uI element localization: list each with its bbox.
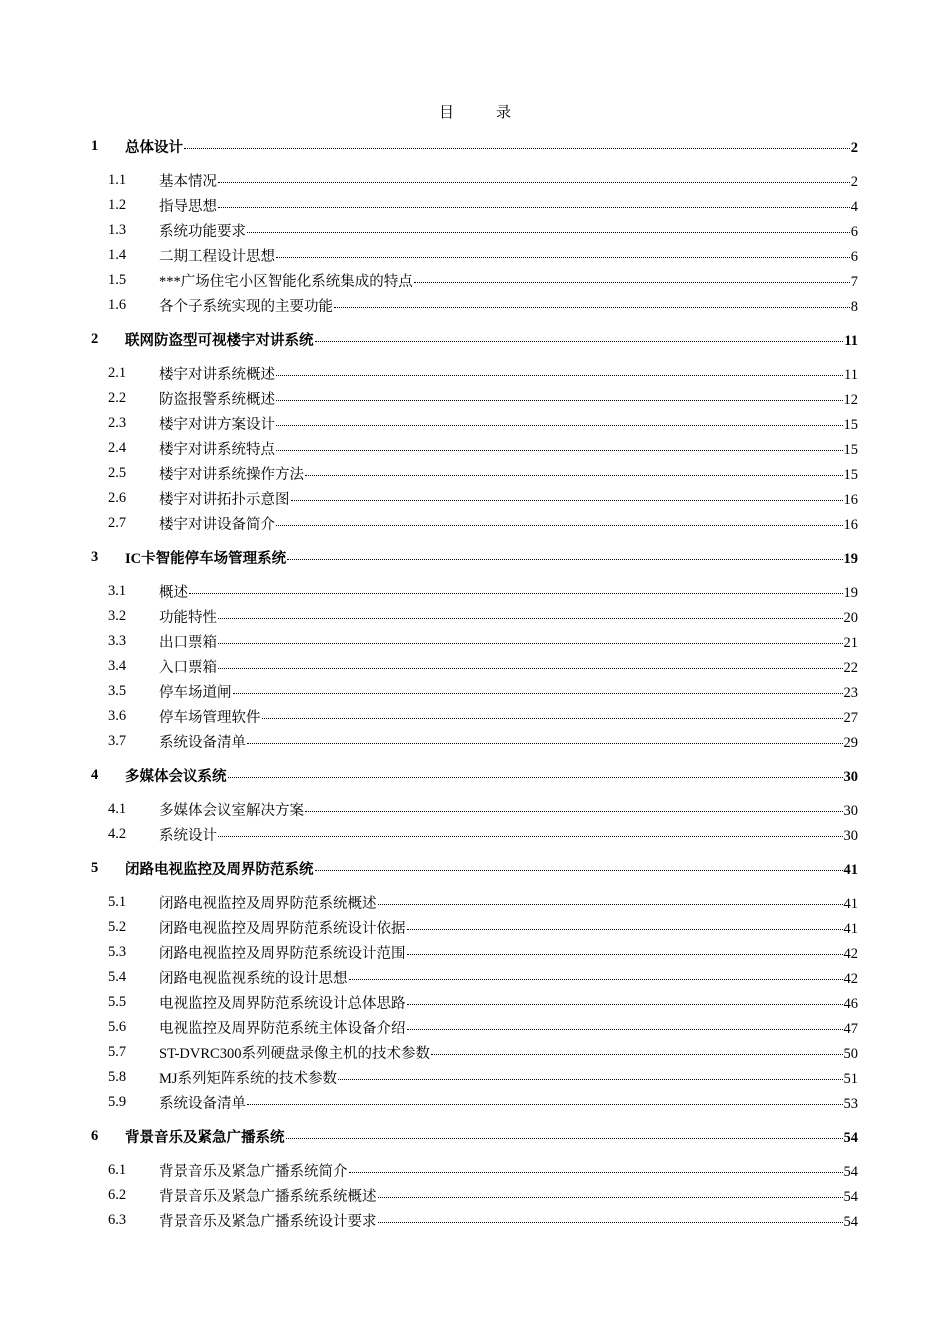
toc-dot-leader <box>378 1221 843 1223</box>
toc-entry-title: 系统设备清单 <box>159 735 246 751</box>
toc-entry-title: 楼宇对讲设备简介 <box>159 517 275 533</box>
toc-entry-number: 3.3 <box>108 633 127 649</box>
toc-dot-leader <box>305 810 843 812</box>
toc-dot-leader <box>276 424 843 426</box>
toc-entry-number: 3.5 <box>108 683 127 699</box>
toc-entry-page-number: 2 <box>850 174 858 190</box>
toc-entry-page-number: 16 <box>843 517 858 533</box>
toc-entry-leader-line <box>159 1092 858 1113</box>
toc-entry-number: 1.1 <box>108 172 127 188</box>
toc-entry-number: 2.1 <box>108 365 127 381</box>
toc-entry-number: 5.3 <box>108 944 127 960</box>
toc-entry-leader-line <box>159 245 858 266</box>
toc-entry-title: 功能特性 <box>159 610 217 626</box>
toc-entry-page-number: 29 <box>843 735 858 751</box>
toc-dot-leader <box>305 474 843 476</box>
toc-entry-number: 2.7 <box>108 515 127 531</box>
toc-entry-page-number: 7 <box>850 274 858 290</box>
toc-entry-title: 背景音乐及紧急广播系统简介 <box>159 1164 348 1180</box>
toc-entry-page-number: 12 <box>843 392 858 408</box>
toc-section-entry[interactable] <box>0 1040 950 1065</box>
toc-entry-title: 背景音乐及紧急广播系统 <box>125 1130 285 1146</box>
toc-entry-number: 2.4 <box>108 440 127 456</box>
toc-entry-title: 背景音乐及紧急广播系统设计要求 <box>159 1214 377 1230</box>
toc-section-entry[interactable] <box>0 704 950 729</box>
toc-section-entry[interactable] <box>0 436 950 461</box>
toc-section-entry[interactable] <box>0 822 950 847</box>
toc-entry-leader-line <box>159 388 858 409</box>
toc-entry-page-number: 54 <box>843 1164 858 1180</box>
toc-entry-page-number: 6 <box>850 249 858 265</box>
toc-section-entry[interactable] <box>0 1065 950 1090</box>
toc-entry-title: 入口票箱 <box>159 660 217 676</box>
toc-entry-page-number: 54 <box>843 1189 858 1205</box>
toc-entry-page-number: 27 <box>843 710 858 726</box>
toc-entry-leader-line <box>159 438 858 459</box>
toc-section-entry[interactable] <box>0 386 950 411</box>
toc-entry-leader-line <box>159 799 858 820</box>
toc-entry-leader-line <box>125 1126 858 1147</box>
toc-dot-leader <box>262 717 843 719</box>
toc-chapter-entry[interactable] <box>0 763 950 788</box>
toc-entry-number: 2.3 <box>108 415 127 431</box>
toc-entry-leader-line <box>159 1042 858 1063</box>
toc-heading-left: 目 <box>438 105 454 121</box>
toc-dot-leader <box>315 340 844 342</box>
toc-section-entry[interactable] <box>0 629 950 654</box>
toc-entry-leader-line <box>125 329 858 350</box>
toc-chapter-entry[interactable] <box>0 1124 950 1149</box>
toc-entry-number: 6.2 <box>108 1187 127 1203</box>
toc-entry-leader-line <box>159 513 858 534</box>
toc-entry-title: 楼宇对讲系统操作方法 <box>159 467 304 483</box>
toc-entry-number: 5.4 <box>108 969 127 985</box>
toc-entry-page-number: 2 <box>850 140 858 156</box>
toc-entry-number: 1.5 <box>108 272 127 288</box>
toc-entry-number: 2.5 <box>108 465 127 481</box>
toc-entry-leader-line <box>159 488 858 509</box>
toc-section-entry[interactable] <box>0 1208 950 1233</box>
toc-entry-title: 闭路电视监控及周界防范系统 <box>125 862 314 878</box>
toc-section-entry[interactable] <box>0 890 950 915</box>
toc-dot-leader <box>276 256 850 258</box>
toc-dot-leader <box>414 281 850 283</box>
toc-entry-title: 停车场道闸 <box>159 685 232 701</box>
toc-entry-page-number: 21 <box>843 635 858 651</box>
toc-entry-title: 概述 <box>159 585 188 601</box>
toc-entry-title: 闭路电视监控及周界防范系统设计范围 <box>159 946 406 962</box>
toc-entry-number: 3.1 <box>108 583 127 599</box>
toc-chapter-entry[interactable] <box>0 134 950 159</box>
toc-dot-leader <box>218 835 843 837</box>
toc-entry-leader-line <box>125 858 858 879</box>
toc-dot-leader <box>184 147 850 149</box>
toc-entry-leader-line <box>159 681 858 702</box>
toc-entry-page-number: 30 <box>843 803 858 819</box>
toc-entry-title: IC卡智能停车场管理系统 <box>125 551 287 567</box>
toc-entry-title: 楼宇对讲方案设计 <box>159 417 275 433</box>
toc-entry-number: 2.6 <box>108 490 127 506</box>
toc-entry-title: MJ系列矩阵系统的技术参数 <box>159 1071 338 1087</box>
toc-dot-leader <box>286 1137 843 1139</box>
toc-section-entry[interactable] <box>0 940 950 965</box>
toc-section-entry[interactable] <box>0 729 950 754</box>
toc-dot-leader <box>407 1003 843 1005</box>
toc-section-entry[interactable] <box>0 990 950 1015</box>
toc-entry-title: 总体设计 <box>125 140 183 156</box>
toc-entry-leader-line <box>159 363 858 384</box>
toc-section-entry[interactable] <box>0 193 950 218</box>
toc-entry-number: 3.7 <box>108 733 127 749</box>
toc-entry-leader-line <box>125 765 858 786</box>
toc-entry-page-number: 42 <box>843 971 858 987</box>
toc-section-entry[interactable] <box>0 361 950 386</box>
toc-entry-title: 出口票箱 <box>159 635 217 651</box>
toc-entry-title: ST-DVRC300系列硬盘录像主机的技术参数 <box>159 1046 430 1062</box>
toc-section-entry[interactable] <box>0 1090 950 1115</box>
toc-section-entry[interactable] <box>0 579 950 604</box>
toc-dot-leader <box>189 592 843 594</box>
toc-entry-leader-line <box>159 967 858 988</box>
toc-entry-leader-line <box>159 917 858 938</box>
toc-entry-title: 二期工程设计思想 <box>159 249 275 265</box>
toc-entry-page-number: 41 <box>843 921 858 937</box>
toc-dot-leader <box>276 524 843 526</box>
toc-section-entry[interactable] <box>0 965 950 990</box>
toc-chapter-entry[interactable] <box>0 545 950 570</box>
toc-entry-page-number: 47 <box>843 1021 858 1037</box>
toc-entry-title: 背景音乐及紧急广播系统系统概述 <box>159 1189 377 1205</box>
toc-entry-title: 防盗报警系统概述 <box>159 392 275 408</box>
toc-entry-leader-line <box>159 824 858 845</box>
toc-entry-page-number: 8 <box>850 299 858 315</box>
toc-dot-leader <box>228 776 843 778</box>
toc-entry-title: 电视监控及周界防范系统主体设备介绍 <box>159 1021 406 1037</box>
toc-dot-leader <box>349 1171 843 1173</box>
toc-entry-page-number: 30 <box>843 769 858 785</box>
toc-entry-page-number: 15 <box>843 442 858 458</box>
toc-entry-page-number: 11 <box>844 367 858 383</box>
toc-section-entry[interactable] <box>0 511 950 536</box>
toc-entry-title: 楼宇对讲拓扑示意图 <box>159 492 290 508</box>
toc-entry-number: 1.4 <box>108 247 127 263</box>
toc-entry-number: 1.6 <box>108 297 127 313</box>
toc-dot-leader <box>218 206 850 208</box>
toc-section-entry[interactable] <box>0 1158 950 1183</box>
toc-dot-leader <box>218 667 843 669</box>
toc-entry-title: 电视监控及周界防范系统设计总体思路 <box>159 996 406 1012</box>
toc-dot-leader <box>218 642 843 644</box>
toc-entry-leader-line <box>159 1160 858 1181</box>
toc-entry-title: 指导思想 <box>159 199 217 215</box>
toc-entry-page-number: 51 <box>843 1071 858 1087</box>
toc-dot-leader <box>233 692 843 694</box>
toc-entry-title: 多媒体会议室解决方案 <box>159 803 304 819</box>
toc-section-entry[interactable] <box>0 915 950 940</box>
toc-dot-leader <box>334 306 850 308</box>
toc-entry-number: 5.8 <box>108 1069 127 1085</box>
toc-section-entry[interactable] <box>0 654 950 679</box>
toc-entry-number: 5.9 <box>108 1094 127 1110</box>
toc-entry-page-number: 53 <box>843 1096 858 1112</box>
toc-entry-title: 闭路电视监视系统的设计思想 <box>159 971 348 987</box>
toc-entry-leader-line <box>125 547 858 568</box>
toc-entry-page-number: 41 <box>843 896 858 912</box>
toc-dot-leader <box>291 499 843 501</box>
toc-section-entry[interactable] <box>0 461 950 486</box>
toc-section-entry[interactable] <box>0 797 950 822</box>
toc-entry-number: 1.3 <box>108 222 127 238</box>
toc-heading-right: 录 <box>496 105 512 121</box>
toc-section-entry[interactable] <box>0 268 950 293</box>
toc-entry-title: 停车场管理软件 <box>159 710 261 726</box>
toc-entry-leader-line <box>125 136 858 157</box>
toc-entry-leader-line <box>159 195 858 216</box>
toc-entry-leader-line <box>159 413 858 434</box>
toc-section-entry[interactable] <box>0 243 950 268</box>
toc-entry-page-number: 19 <box>843 551 858 567</box>
toc-entry-number: 4.1 <box>108 801 127 817</box>
toc-entry-leader-line <box>159 581 858 602</box>
toc-entry-number: 5.5 <box>108 994 127 1010</box>
toc-entry-number: 3 <box>91 549 99 565</box>
toc-dot-leader <box>276 449 843 451</box>
toc-entry-title: 联网防盗型可视楼宇对讲系统 <box>125 333 314 349</box>
toc-section-entry[interactable] <box>0 604 950 629</box>
toc-entry-leader-line <box>159 892 858 913</box>
toc-section-entry[interactable] <box>0 486 950 511</box>
toc-entry-page-number: 16 <box>843 492 858 508</box>
toc-entry-title: 闭路电视监控及周界防范系统概述 <box>159 896 377 912</box>
toc-entry-number: 4.2 <box>108 826 127 842</box>
toc-entry-page-number: 41 <box>843 862 858 878</box>
toc-entry-page-number: 54 <box>843 1130 858 1146</box>
toc-entry-page-number: 15 <box>843 417 858 433</box>
toc-entry-title: 系统功能要求 <box>159 224 246 240</box>
toc-entry-number: 3.2 <box>108 608 127 624</box>
toc-entry-leader-line <box>159 656 858 677</box>
toc-entry-title: 闭路电视监控及周界防范系统设计依据 <box>159 921 406 937</box>
toc-entry-number: 6.1 <box>108 1162 127 1178</box>
toc-entry-title: 楼宇对讲系统特点 <box>159 442 275 458</box>
toc-entry-page-number: 6 <box>850 224 858 240</box>
toc-entry-number: 2.2 <box>108 390 127 406</box>
toc-entry-title: 多媒体会议系统 <box>125 769 227 785</box>
toc-section-entry[interactable] <box>0 411 950 436</box>
toc-section-entry[interactable] <box>0 1015 950 1040</box>
toc-entry-title: 各个子系统实现的主要功能 <box>159 299 333 315</box>
toc-dot-leader <box>378 1196 843 1198</box>
toc-entry-leader-line <box>159 992 858 1013</box>
toc-entry-page-number: 19 <box>843 585 858 601</box>
toc-entry-page-number: 30 <box>843 828 858 844</box>
toc-entry-number: 5.1 <box>108 894 127 910</box>
toc-heading <box>0 101 950 122</box>
toc-entry-leader-line <box>159 295 858 316</box>
toc-entry-title: 系统设计 <box>159 828 217 844</box>
toc-entry-number: 1 <box>91 138 99 154</box>
toc-section-entry[interactable] <box>0 293 950 318</box>
toc-entry-number: 3.6 <box>108 708 127 724</box>
toc-entry-number: 6.3 <box>108 1212 127 1228</box>
toc-entry-number: 6 <box>91 1128 99 1144</box>
toc-entry-leader-line <box>159 1185 858 1206</box>
toc-entry-page-number: 4 <box>850 199 858 215</box>
toc-dot-leader <box>315 869 843 871</box>
toc-entry-number: 5.2 <box>108 919 127 935</box>
toc-section-entry[interactable] <box>0 218 950 243</box>
toc-entry-leader-line <box>159 706 858 727</box>
toc-entry-number: 5 <box>91 860 99 876</box>
toc-entry-number: 5.6 <box>108 1019 127 1035</box>
toc-entry-page-number: 46 <box>843 996 858 1012</box>
toc-dot-leader <box>378 903 843 905</box>
toc-entry-leader-line <box>159 220 858 241</box>
toc-entry-page-number: 42 <box>843 946 858 962</box>
toc-entry-page-number: 11 <box>844 333 858 349</box>
toc-entry-number: 2 <box>91 331 99 347</box>
toc-entry-number: 5.7 <box>108 1044 127 1060</box>
toc-entry-leader-line <box>159 606 858 627</box>
toc-entry-page-number: 20 <box>843 610 858 626</box>
toc-dot-leader <box>407 1028 843 1030</box>
toc-dot-leader <box>431 1053 843 1055</box>
toc-dot-leader <box>247 1103 843 1105</box>
toc-entry-number: 4 <box>91 767 99 783</box>
toc-entry-leader-line <box>159 731 858 752</box>
toc-dot-leader <box>287 558 842 560</box>
toc-dot-leader <box>276 374 843 376</box>
toc-entry-number: 1.2 <box>108 197 127 213</box>
toc-entry-leader-line <box>159 1017 858 1038</box>
toc-entry-page-number: 23 <box>843 685 858 701</box>
toc-entry-leader-line <box>159 1067 858 1088</box>
toc-dot-leader <box>349 978 843 980</box>
toc-dot-leader <box>338 1078 842 1080</box>
toc-dot-leader <box>407 928 843 930</box>
toc-entry-page-number: 22 <box>843 660 858 676</box>
toc-section-entry[interactable] <box>0 168 950 193</box>
toc-entry-leader-line <box>159 1210 858 1231</box>
toc-entry-page-number: 15 <box>843 467 858 483</box>
toc-dot-leader <box>218 181 850 183</box>
toc-entry-title: 基本情况 <box>159 174 217 190</box>
toc-entry-number: 3.4 <box>108 658 127 674</box>
toc-entry-leader-line <box>159 170 858 191</box>
toc-chapter-entry[interactable] <box>0 856 950 881</box>
toc-entry-page-number: 50 <box>843 1046 858 1062</box>
toc-list <box>0 134 950 1233</box>
toc-entry-leader-line <box>159 463 858 484</box>
toc-dot-leader <box>276 399 843 401</box>
toc-dot-leader <box>247 231 850 233</box>
toc-entry-leader-line <box>159 270 858 291</box>
toc-entry-page-number: 54 <box>843 1214 858 1230</box>
toc-dot-leader <box>218 617 843 619</box>
toc-chapter-entry[interactable] <box>0 327 950 352</box>
toc-dot-leader <box>407 953 843 955</box>
toc-section-entry[interactable] <box>0 679 950 704</box>
toc-dot-leader <box>247 742 843 744</box>
toc-section-entry[interactable] <box>0 1183 950 1208</box>
toc-entry-title: ***广场住宅小区智能化系统集成的特点 <box>159 274 413 290</box>
toc-entry-title: 系统设备清单 <box>159 1096 246 1112</box>
toc-entry-title: 楼宇对讲系统概述 <box>159 367 275 383</box>
toc-entry-leader-line <box>159 631 858 652</box>
toc-entry-leader-line <box>159 942 858 963</box>
